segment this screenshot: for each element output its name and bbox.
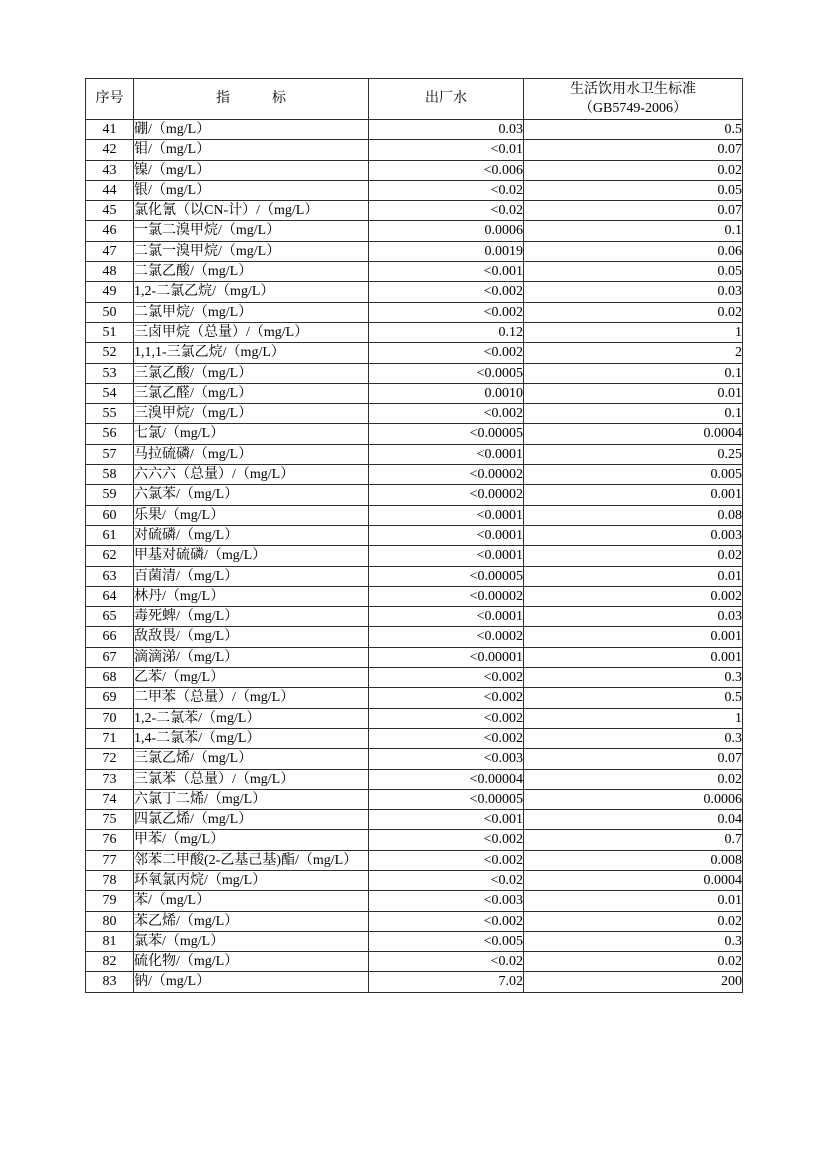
header-standard [524,79,743,120]
row-number-cell: 42 [86,140,134,160]
table-row [86,120,743,140]
finished-water-cell: <0.001 [369,810,524,830]
table-row [86,485,743,505]
finished-water-cell: <0.0001 [369,546,524,566]
indicator-cell: 三氯乙醛/（mg/L） [134,383,369,403]
indicator-cell: 1,2-二氯乙烷/（mg/L） [134,282,369,302]
table-row [86,891,743,911]
water-quality-table [85,78,743,993]
finished-water-cell: 0.0006 [369,221,524,241]
standard-cell: 0.001 [524,485,743,505]
table-row [86,322,743,342]
standard-cell: 0.07 [524,749,743,769]
table-row [86,728,743,748]
indicator-cell: 镍/（mg/L） [134,160,369,180]
indicator-cell: 三卤甲烷（总量）/（mg/L） [134,322,369,342]
finished-water-cell: <0.002 [369,302,524,322]
indicator-cell: 钼/（mg/L） [134,140,369,160]
row-number-cell: 68 [86,668,134,688]
table-row [86,424,743,444]
standard-cell: 0.04 [524,810,743,830]
finished-water-cell: <0.005 [369,931,524,951]
indicator-cell: 邻苯二甲酸(2-乙基己基)酯/（mg/L） [134,850,369,870]
finished-water-cell: <0.002 [369,728,524,748]
row-number-cell: 72 [86,749,134,769]
finished-water-cell: <0.02 [369,180,524,200]
row-number-cell: 67 [86,647,134,667]
finished-water-cell: <0.00005 [369,789,524,809]
standard-cell: 0.5 [524,688,743,708]
table-row [86,505,743,525]
indicator-cell: 一氯二溴甲烷/（mg/L） [134,221,369,241]
table-row [86,546,743,566]
standard-cell: 0.25 [524,444,743,464]
table-body [86,120,743,993]
standard-cell: 0.01 [524,383,743,403]
indicator-cell: 甲基对硫磷/（mg/L） [134,546,369,566]
table-header [86,79,743,120]
table-row [86,627,743,647]
standard-cell: 0.07 [524,201,743,221]
header-finished-water: 出厂水 [369,79,524,120]
standard-cell: 0.1 [524,221,743,241]
finished-water-cell: <0.002 [369,688,524,708]
finished-water-cell: <0.02 [369,201,524,221]
finished-water-cell: <0.002 [369,343,524,363]
standard-cell: 200 [524,972,743,992]
indicator-cell: 氯苯/（mg/L） [134,931,369,951]
table-row [86,221,743,241]
indicator-cell: 马拉硫磷/（mg/L） [134,444,369,464]
finished-water-cell: <0.02 [369,952,524,972]
standard-cell: 0.03 [524,607,743,627]
indicator-cell: 滴滴涕/（mg/L） [134,647,369,667]
row-number-cell: 53 [86,363,134,383]
row-number-cell: 49 [86,282,134,302]
indicator-cell: 毒死蜱/（mg/L） [134,607,369,627]
standard-cell: 0.001 [524,627,743,647]
row-number-cell: 45 [86,201,134,221]
row-number-cell: 79 [86,891,134,911]
finished-water-cell: 0.03 [369,120,524,140]
row-number-cell: 73 [86,769,134,789]
table-row [86,789,743,809]
standard-cell: 0.01 [524,891,743,911]
finished-water-cell: <0.00004 [369,769,524,789]
table-row [86,566,743,586]
header-standard-code: （GB5749-2006） [578,101,688,116]
standard-cell: 0.008 [524,850,743,870]
finished-water-cell: 0.0010 [369,383,524,403]
standard-cell: 0.1 [524,363,743,383]
indicator-cell: 三氯乙酸/（mg/L） [134,363,369,383]
indicator-cell: 三氯乙烯/（mg/L） [134,749,369,769]
table-row [86,952,743,972]
finished-water-cell: <0.002 [369,404,524,424]
standard-cell: 0.01 [524,566,743,586]
table-row [86,749,743,769]
table-row [86,688,743,708]
finished-water-cell: <0.002 [369,850,524,870]
row-number-cell: 61 [86,525,134,545]
row-number-cell: 64 [86,586,134,606]
finished-water-cell: <0.00001 [369,647,524,667]
standard-cell: 0.3 [524,668,743,688]
table-row [86,870,743,890]
finished-water-cell: <0.00005 [369,424,524,444]
header-indicator: 指 标 [134,79,369,120]
indicator-cell: 百菌清/（mg/L） [134,566,369,586]
row-number-cell: 63 [86,566,134,586]
indicator-cell: 四氯乙烯/（mg/L） [134,810,369,830]
table-row [86,810,743,830]
indicator-cell: 苯/（mg/L） [134,891,369,911]
indicator-cell: 1,2-二氯苯/（mg/L） [134,708,369,728]
row-number-cell: 56 [86,424,134,444]
row-number-cell: 80 [86,911,134,931]
indicator-cell: 六六六（总量）/（mg/L） [134,465,369,485]
row-number-cell: 54 [86,383,134,403]
row-number-cell: 62 [86,546,134,566]
standard-cell: 0.08 [524,505,743,525]
standard-cell: 0.05 [524,180,743,200]
finished-water-cell: <0.00002 [369,485,524,505]
standard-cell: 0.0006 [524,789,743,809]
row-number-cell: 77 [86,850,134,870]
standard-cell: 0.3 [524,931,743,951]
row-number-cell: 46 [86,221,134,241]
indicator-cell: 1,4-二氯苯/（mg/L） [134,728,369,748]
standard-cell: 0.05 [524,262,743,282]
finished-water-cell: <0.002 [369,282,524,302]
indicator-cell: 硫化物/（mg/L） [134,952,369,972]
finished-water-cell: <0.002 [369,830,524,850]
indicator-cell: 二甲苯（总量）/（mg/L） [134,688,369,708]
table-row [86,404,743,424]
indicator-cell: 对硫磷/（mg/L） [134,525,369,545]
finished-water-cell: 7.02 [369,972,524,992]
table-row [86,444,743,464]
row-number-cell: 59 [86,485,134,505]
indicator-cell: 三溴甲烷/（mg/L） [134,404,369,424]
table-row [86,140,743,160]
row-number-cell: 41 [86,120,134,140]
indicator-cell: 氯化氰（以CN-计）/（mg/L） [134,201,369,221]
header-serial-number: 序号 [86,79,134,120]
indicator-cell: 环氧氯丙烷/（mg/L） [134,870,369,890]
standard-cell: 1 [524,322,743,342]
table-row [86,383,743,403]
row-number-cell: 47 [86,241,134,261]
row-number-cell: 65 [86,607,134,627]
finished-water-cell: <0.00002 [369,465,524,485]
finished-water-cell: <0.01 [369,140,524,160]
standard-cell: 0.02 [524,546,743,566]
row-number-cell: 44 [86,180,134,200]
row-number-cell: 57 [86,444,134,464]
finished-water-cell: <0.003 [369,749,524,769]
finished-water-cell: <0.0005 [369,363,524,383]
indicator-cell: 七氯/（mg/L） [134,424,369,444]
table-row [86,668,743,688]
standard-cell: 0.002 [524,586,743,606]
standard-cell: 0.02 [524,911,743,931]
row-number-cell: 76 [86,830,134,850]
standard-cell: 0.3 [524,728,743,748]
finished-water-cell: <0.00005 [369,566,524,586]
row-number-cell: 75 [86,810,134,830]
finished-water-cell: <0.0001 [369,444,524,464]
finished-water-cell: <0.0001 [369,505,524,525]
table-row [86,282,743,302]
standard-cell: 0.005 [524,465,743,485]
table-row [86,241,743,261]
finished-water-cell: <0.02 [369,870,524,890]
standard-cell: 0.02 [524,160,743,180]
indicator-cell: 六氯苯/（mg/L） [134,485,369,505]
finished-water-cell: <0.0001 [369,607,524,627]
standard-cell: 2 [524,343,743,363]
indicator-cell: 1,1,1-三氯乙烷/（mg/L） [134,343,369,363]
finished-water-cell: <0.006 [369,160,524,180]
table-row [86,911,743,931]
row-number-cell: 58 [86,465,134,485]
indicator-cell: 甲苯/（mg/L） [134,830,369,850]
table-row [86,302,743,322]
row-number-cell: 74 [86,789,134,809]
row-number-cell: 51 [86,322,134,342]
finished-water-cell: <0.00002 [369,586,524,606]
standard-cell: 0.06 [524,241,743,261]
indicator-cell: 敌敌畏/（mg/L） [134,627,369,647]
table-row [86,708,743,728]
row-number-cell: 55 [86,404,134,424]
indicator-cell: 苯乙烯/（mg/L） [134,911,369,931]
table-row [86,769,743,789]
table-row [86,262,743,282]
row-number-cell: 50 [86,302,134,322]
standard-cell: 0.0004 [524,870,743,890]
table-row [86,160,743,180]
header-row [86,79,743,120]
header-standard-title: 生活饮用水卫生标准 [570,82,696,97]
indicator-cell: 林丹/（mg/L） [134,586,369,606]
row-number-cell: 69 [86,688,134,708]
standard-cell: 0.5 [524,120,743,140]
table-row [86,525,743,545]
indicator-cell: 乙苯/（mg/L） [134,668,369,688]
finished-water-cell: <0.0001 [369,525,524,545]
standard-cell: 0.02 [524,952,743,972]
row-number-cell: 48 [86,262,134,282]
finished-water-cell: 0.12 [369,322,524,342]
standard-cell: 0.1 [524,404,743,424]
row-number-cell: 81 [86,931,134,951]
standard-cell: 1 [524,708,743,728]
table-row [86,363,743,383]
table-row [86,972,743,992]
row-number-cell: 70 [86,708,134,728]
finished-water-cell: <0.001 [369,262,524,282]
standard-cell: 0.0004 [524,424,743,444]
table-row [86,931,743,951]
standard-cell: 0.02 [524,769,743,789]
finished-water-cell: <0.0002 [369,627,524,647]
table-row [86,465,743,485]
indicator-cell: 二氯甲烷/（mg/L） [134,302,369,322]
standard-cell: 0.02 [524,302,743,322]
row-number-cell: 82 [86,952,134,972]
indicator-cell: 硼/（mg/L） [134,120,369,140]
indicator-cell: 钠/（mg/L） [134,972,369,992]
indicator-cell: 乐果/（mg/L） [134,505,369,525]
table-row [86,830,743,850]
standard-cell: 0.003 [524,525,743,545]
table-row [86,343,743,363]
row-number-cell: 52 [86,343,134,363]
standard-cell: 0.07 [524,140,743,160]
row-number-cell: 60 [86,505,134,525]
finished-water-cell: 0.0019 [369,241,524,261]
row-number-cell: 43 [86,160,134,180]
indicator-cell: 二氯乙酸/（mg/L） [134,262,369,282]
row-number-cell: 83 [86,972,134,992]
standard-cell: 0.001 [524,647,743,667]
finished-water-cell: <0.003 [369,891,524,911]
table-row [86,647,743,667]
indicator-cell: 六氯丁二烯/（mg/L） [134,789,369,809]
finished-water-cell: <0.002 [369,911,524,931]
table-row [86,850,743,870]
table-row [86,201,743,221]
table-row [86,607,743,627]
indicator-cell: 二氯一溴甲烷/（mg/L） [134,241,369,261]
table-row [86,180,743,200]
finished-water-cell: <0.002 [369,668,524,688]
table-row [86,586,743,606]
standard-cell: 0.7 [524,830,743,850]
row-number-cell: 71 [86,728,134,748]
row-number-cell: 66 [86,627,134,647]
finished-water-cell: <0.002 [369,708,524,728]
indicator-cell: 三氯苯（总量）/（mg/L） [134,769,369,789]
row-number-cell: 78 [86,870,134,890]
standard-cell: 0.03 [524,282,743,302]
indicator-cell: 银/（mg/L） [134,180,369,200]
